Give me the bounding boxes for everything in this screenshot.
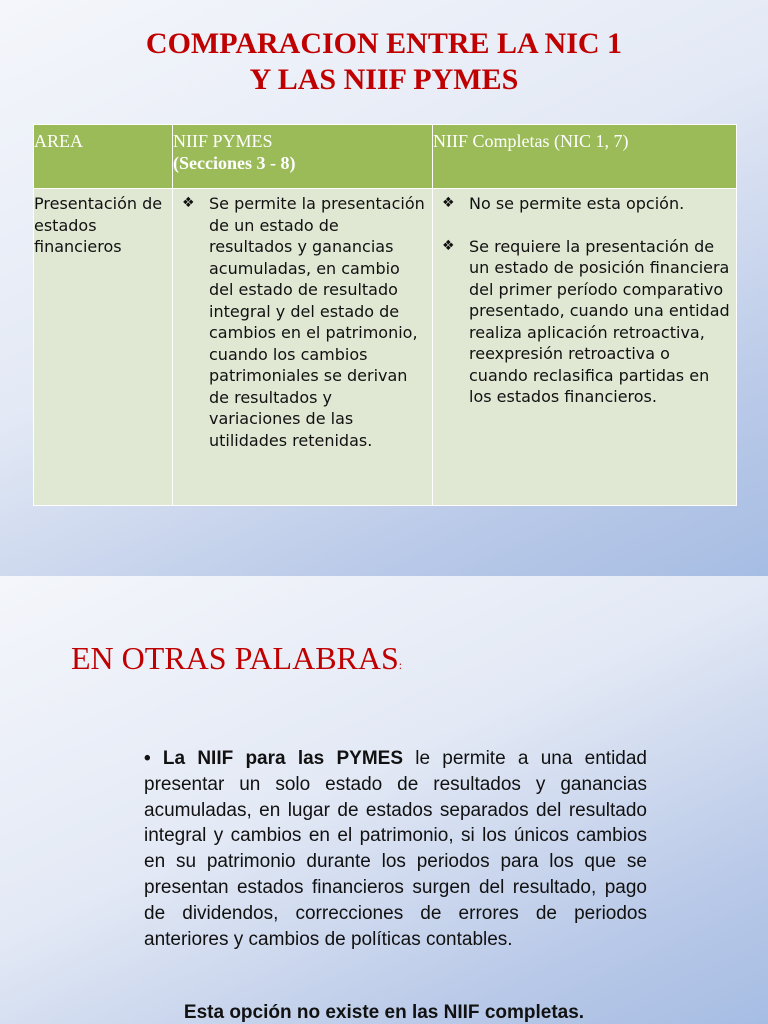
table-row: [34, 189, 737, 506]
completas-bullet-list: [433, 193, 736, 408]
comparison-table: [33, 124, 737, 506]
summary-heading-colon: :: [398, 658, 403, 672]
diamond-bullet-icon: ❖: [442, 237, 455, 254]
list-item: [433, 193, 736, 215]
header-niif-completas: NIIF Completas (NIC 1, 7): [433, 125, 737, 189]
completas-bullet-text: Se requiere la presentación de un estado de posición financiera del primer período comparativo presentado, cuando una entidad realiza aplicación retroactiva, reexpresión retroactiva o cuando reclasifica partidas en los estados financieros.: [469, 236, 730, 406]
paragraph-text: le permite a una entidad presentar un solo estado de resultados y ganancias acumuladas, en lugar de estados separados del resultado integral y cambios en el patrimonio, si los únicos cambios en su patrimonio durante los periodos para los que se presentan estados financieros surgen del resultado, pago de dividendos, correcciones de errores de periodos anteriores y cambios de políticas contables.: [144, 748, 647, 950]
pymes-bullet-list: [173, 193, 432, 451]
pymes-bullet-text: Se permite la presentación de un estado de resultados y ganancias acumuladas, en cambio del estado de resultado integral y del estado de cambios en el patrimonio, cuando los cambios patrimoniales se derivan de resultados y variaciones de las utilidades retenidas.: [209, 194, 425, 450]
header-niif-pymes: [173, 125, 433, 189]
header-niif-pymes-sections: (Secciones 3 - 8): [173, 153, 296, 173]
cell-niif-completas: [433, 189, 737, 506]
closing-statement: Esta opción no existe en las NIIF completas.: [183, 1002, 585, 1023]
slide-summary: [0, 576, 768, 1024]
cell-niif-pymes: [173, 189, 433, 506]
completas-bullet-text: No se permite esta opción.: [469, 194, 685, 213]
summary-heading-text: EN OTRAS PALABRAS: [71, 640, 399, 676]
title-line-1: COMPARACION ENTRE LA NIC 1: [145, 27, 623, 60]
slide-title: [0, 26, 768, 98]
table-header-row: [34, 125, 737, 189]
paragraph-bullet: •: [144, 748, 151, 769]
list-item: [433, 236, 736, 408]
title-line-2: Y LAS NIIF PYMES: [249, 63, 519, 96]
paragraph-bold-lead: La NIIF para las PYMES: [162, 748, 404, 769]
summary-heading: [71, 640, 402, 677]
cell-area: Presentación de estados financieros: [34, 189, 173, 506]
diamond-bullet-icon: ❖: [442, 195, 455, 211]
summary-paragraph: [144, 746, 647, 952]
header-area: AREA: [34, 125, 173, 189]
header-niif-pymes-title: NIIF PYMES: [173, 131, 273, 151]
list-item: [173, 193, 432, 451]
diamond-bullet-icon: ❖: [182, 195, 195, 211]
